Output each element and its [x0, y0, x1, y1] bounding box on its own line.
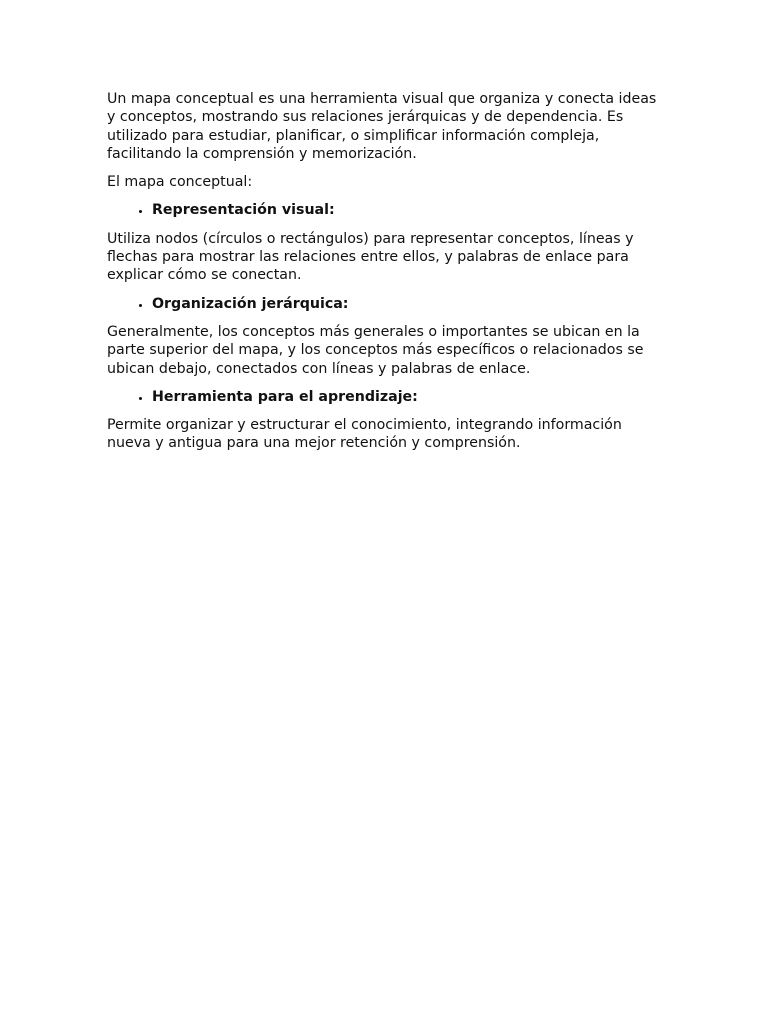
section-body-herramienta: Permite organizar y estructurar el conocimiento, integrando información nueva y antigua para una mejor retención y comprensión. — [107, 417, 622, 452]
section-list-3 — [107, 388, 662, 406]
section-list-2 — [107, 295, 662, 313]
section-body-representacion: Utiliza nodos (círculos o rectángulos) para representar conceptos, líneas y flechas para mostrar las relaciones entre ellos, y palabras de enlace para explicar cómo se conectan. — [107, 230, 634, 284]
section-heading-representacion: • Representación visual: — [152, 201, 662, 219]
section-heading-herramienta: • Herramienta para el aprendizaje: — [152, 388, 662, 406]
intro-paragraph: Un mapa conceptual es una herramienta visual que organiza y conecta ideas y conceptos, mostrando sus relaciones jerárquicas y de dependencia. Es utilizado para estudiar, planificar, o simplificar información compleja, facilitando la comprensión y memorización. — [107, 91, 657, 162]
section-list-1 — [107, 201, 662, 219]
section-body-organizacion: Generalmente, los conceptos más generales o importantes se ubican en la parte superior del mapa, y los conceptos más específicos o relacionados se ubican debajo, conectados con líneas y palabras de enlace. — [107, 323, 644, 377]
section-heading-organizacion: • Organización jerárquica: — [152, 295, 662, 313]
lead-paragraph: El mapa conceptual: — [107, 174, 253, 191]
